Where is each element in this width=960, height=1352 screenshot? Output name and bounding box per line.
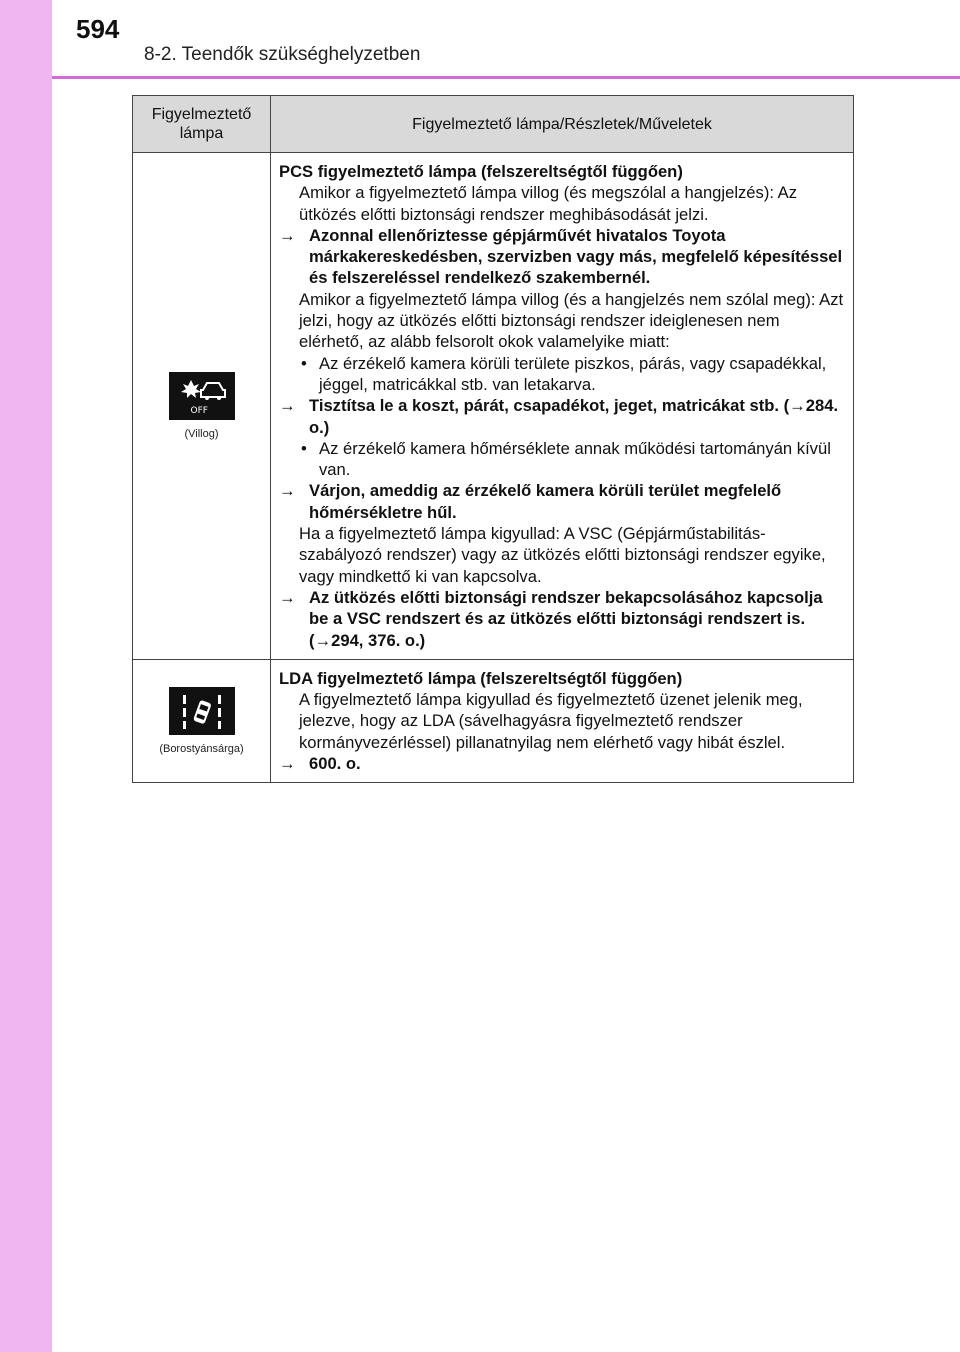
details-cell-lda — [271, 659, 854, 782]
page-number: 594 — [76, 14, 120, 44]
pcs-warning-icon — [169, 372, 235, 420]
col-header-details: Figyelmeztető lámpa/Részletek/Műveletek — [271, 96, 854, 153]
pcs-action-1: → Azonnal ellenőriztesse gépjárművét hivatalos Toyota márkakereskedésben, szervizben vagy más, megfelelő képesítéssel és felszereléssel rendelkező szakembernél. — [279, 225, 843, 288]
page-ref-600[interactable]: 600. o. — [309, 754, 361, 774]
lamp-caption-pcs: (Villog) — [184, 427, 219, 440]
pcs-text-3: Ha a figyelmeztető lámpa kigyullad: A VSC (Gépjárműstabilitás-szabályozó rendszer) vagy az ütközés előtti biztonsági rendszer egyike, vagy mindkettő ki van kapcsolva. — [299, 524, 826, 586]
chapter-side-tab — [0, 0, 52, 1352]
lda-action-1 — [279, 753, 845, 774]
details-cell-pcs — [271, 153, 854, 660]
warning-lamp-table — [132, 95, 854, 783]
page-ref-284[interactable]: (→284. o.) — [309, 396, 839, 437]
pcs-bullet-2: • Az érzékelő kamera hőmérséklete annak működési tartományán kívül van. — [301, 438, 831, 480]
col-header-lamp: Figyelmeztető lámpa — [133, 96, 271, 153]
bullet-icon: • — [301, 438, 307, 458]
arrow-icon: → — [279, 396, 296, 416]
lda-title: LDA figyelmeztető lámpa (felszereltségtől függően) — [279, 668, 683, 688]
table-row-lda — [133, 659, 854, 782]
pcs-text-1: Amikor a figyelmeztető lámpa villog (és megszólal a hangjelzés): Az ütközés előtti biztonsági rendszer meghibásodását jelzi. — [299, 183, 798, 224]
pcs-title: PCS figyelmeztető lámpa (felszereltségtől függően) — [279, 162, 683, 181]
page-header — [0, 0, 960, 80]
lda-warning-icon — [169, 687, 235, 735]
table-row-pcs — [133, 153, 854, 660]
lamp-cell-lda — [133, 659, 271, 782]
lda-text-1: A figyelmeztető lámpa kigyullad és figyelmeztető üzenet jelenik meg, jelezve, hogy az LDA (sávelhagyásra figyelmeztető rendszer kormányvezérléssel) pillanatnyilag nem elérhető vagy hibát észlel. — [299, 690, 803, 752]
lamp-off-label: OFF — [190, 405, 208, 416]
arrow-icon: → — [279, 754, 296, 774]
lamp-caption-lda: (Borostyánsárga) — [159, 743, 244, 756]
pcs-action-4: → Az ütközés előtti biztonsági rendszer bekapcsolásához kapcsolja be a VSC rendszert és az ütközés előtti biztonsági rendszert is. (→294, 376. o.) — [279, 587, 823, 650]
pcs-action-3: → Várjon, ameddig az érzékelő kamera körüli terület megfelelő hőmérsékletre hűl. — [279, 481, 782, 522]
arrow-icon: → — [279, 587, 296, 607]
section-title: 8-2. Teendők szükséghelyzetben — [144, 44, 421, 65]
arrow-icon: → — [279, 481, 296, 501]
arrow-icon: → — [279, 225, 296, 245]
bullet-icon: • — [301, 353, 307, 373]
pcs-bullet-1: • Az érzékelő kamera körüli területe piszkos, párás, vagy csapadékkal, jéggel, matricákkal stb. van letakarva. — [301, 353, 827, 394]
lamp-cell-pcs — [133, 153, 271, 660]
header-divider — [52, 76, 960, 79]
pcs-text-2: Amikor a figyelmeztető lámpa villog (és a hangjelzés nem szólal meg): Azt jelzi, hogy az ütközés előtti biztonsági rendszer ideiglenesen nem elérhető, az alább felsorolt okok valamelyike miatt: — [299, 289, 844, 352]
table-header-row — [133, 96, 854, 153]
pcs-action-2: → Tisztítsa le a koszt, párát, csapadékot, jeget, matricákat stb. (→284. o.) — [279, 396, 839, 437]
